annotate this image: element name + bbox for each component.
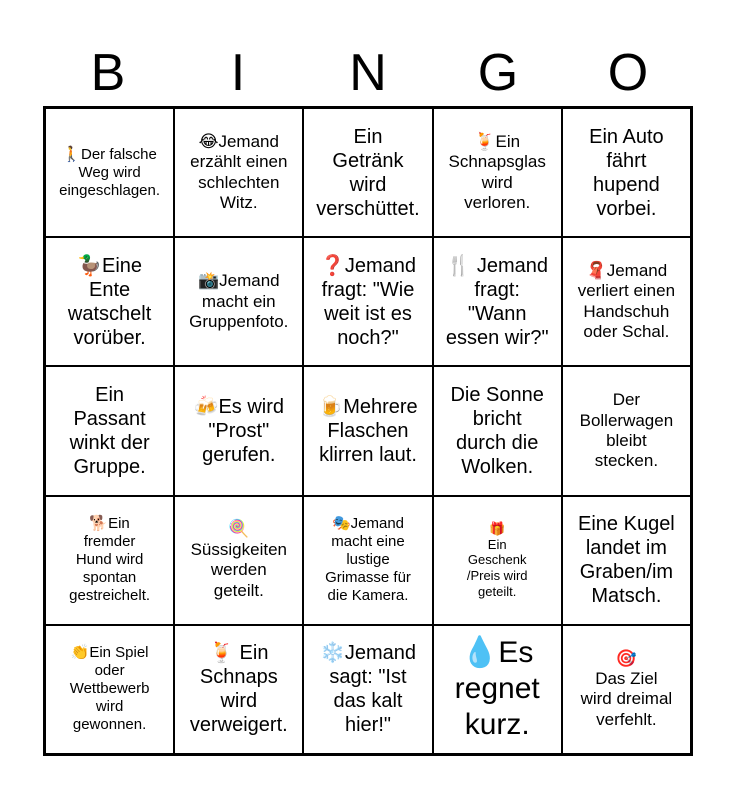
bingo-cell[interactable] [45, 366, 174, 495]
bingo-cell[interactable] [433, 496, 562, 625]
cell-text: 🍺Mehrere Flaschen klirren laut. [318, 395, 418, 466]
cell-text: 🍭 Süssigkeiten werden geteilt. [190, 519, 287, 600]
cell-text: ❄️Jemand sagt: "Ist das kalt hier!" [319, 642, 417, 737]
bingo-cell[interactable] [45, 625, 174, 754]
header-letter-b: B [90, 44, 126, 102]
cell-text: 📸Jemand macht ein Gruppenfoto. [189, 271, 289, 331]
header-letter-g: G [477, 44, 519, 102]
cell-text: 🎭Jemand macht eine lustige Grimasse für die Kamera. [325, 515, 411, 605]
cell-text: 🎯 Das Ziel wird dreimal verfehlt. [580, 648, 673, 729]
cell-text: 🦆Eine Ente watschelt vorüber. [67, 254, 152, 349]
bingo-cell[interactable] [303, 496, 432, 625]
cell-text: Ein Auto fährt hupend vorbei. [589, 125, 664, 220]
cell-text: 🐕Ein fremder Hund wird spontan gestreichelt. [69, 515, 151, 605]
bingo-cell[interactable] [433, 625, 562, 754]
bingo-cell[interactable] [174, 366, 303, 495]
bingo-cell[interactable] [303, 625, 432, 754]
cell-text: Ein Getränk wird verschüttet. [316, 125, 420, 220]
bingo-cell[interactable] [433, 108, 562, 237]
bingo-cell[interactable] [303, 366, 432, 495]
bingo-cell[interactable] [174, 237, 303, 366]
bingo-cell[interactable] [562, 625, 691, 754]
bingo-grid [43, 106, 693, 756]
cell-text: 🎁 Ein Geschenk /Preis wird geteilt. [466, 521, 528, 599]
cell-text: ❓Jemand fragt: "Wie weit ist es noch?" [319, 254, 417, 349]
cell-text: Ein Passant winkt der Gruppe. [69, 383, 150, 478]
bingo-cell[interactable] [45, 237, 174, 366]
header-letter-o: O [607, 44, 649, 102]
cell-text: 👏Ein Spiel oder Wettbewerb wird gewonnen. [69, 644, 150, 734]
cell-text: Der Bollerwagen bleibt stecken. [579, 390, 674, 471]
cell-text: 🍹 Ein Schnaps wird verweigert. [189, 642, 288, 737]
header-letter-i: I [230, 44, 246, 102]
header-letter-n: N [349, 44, 387, 102]
bingo-cell[interactable] [562, 108, 691, 237]
cell-text: 🍹Ein Schnapsglas wird verloren. [448, 131, 546, 212]
bingo-cell[interactable] [174, 496, 303, 625]
bingo-cell[interactable] [303, 237, 432, 366]
cell-text: Die Sonne bricht durch die Wolken. [450, 383, 544, 478]
bingo-header [43, 40, 693, 106]
bingo-cell[interactable] [562, 366, 691, 495]
bingo-cell[interactable] [303, 108, 432, 237]
bingo-cell[interactable] [174, 625, 303, 754]
cell-text: 🍴 Jemand fragt: "Wann essen wir?" [445, 254, 549, 349]
cell-text: 🧣Jemand verliert einen Handschuh oder Schal. [577, 261, 676, 342]
bingo-cell[interactable] [45, 108, 174, 237]
cell-text: Eine Kugel landet im Graben/im Matsch. [578, 513, 675, 608]
bingo-cell[interactable] [562, 237, 691, 366]
cell-text: 🍻Es wird "Prost" gerufen. [193, 395, 285, 466]
cell-text: 🚶Der falsche Weg wird eingeschlagen. [59, 145, 161, 199]
bingo-cell[interactable] [45, 496, 174, 625]
bingo-cell[interactable] [562, 496, 691, 625]
cell-text: 😂Jemand erzählt einen schlechten Witz. [190, 131, 288, 212]
cell-text: 💧Es regnet kurz. [454, 636, 540, 742]
bingo-cell[interactable] [433, 237, 562, 366]
bingo-cell[interactable] [174, 108, 303, 237]
bingo-cell[interactable] [433, 366, 562, 495]
